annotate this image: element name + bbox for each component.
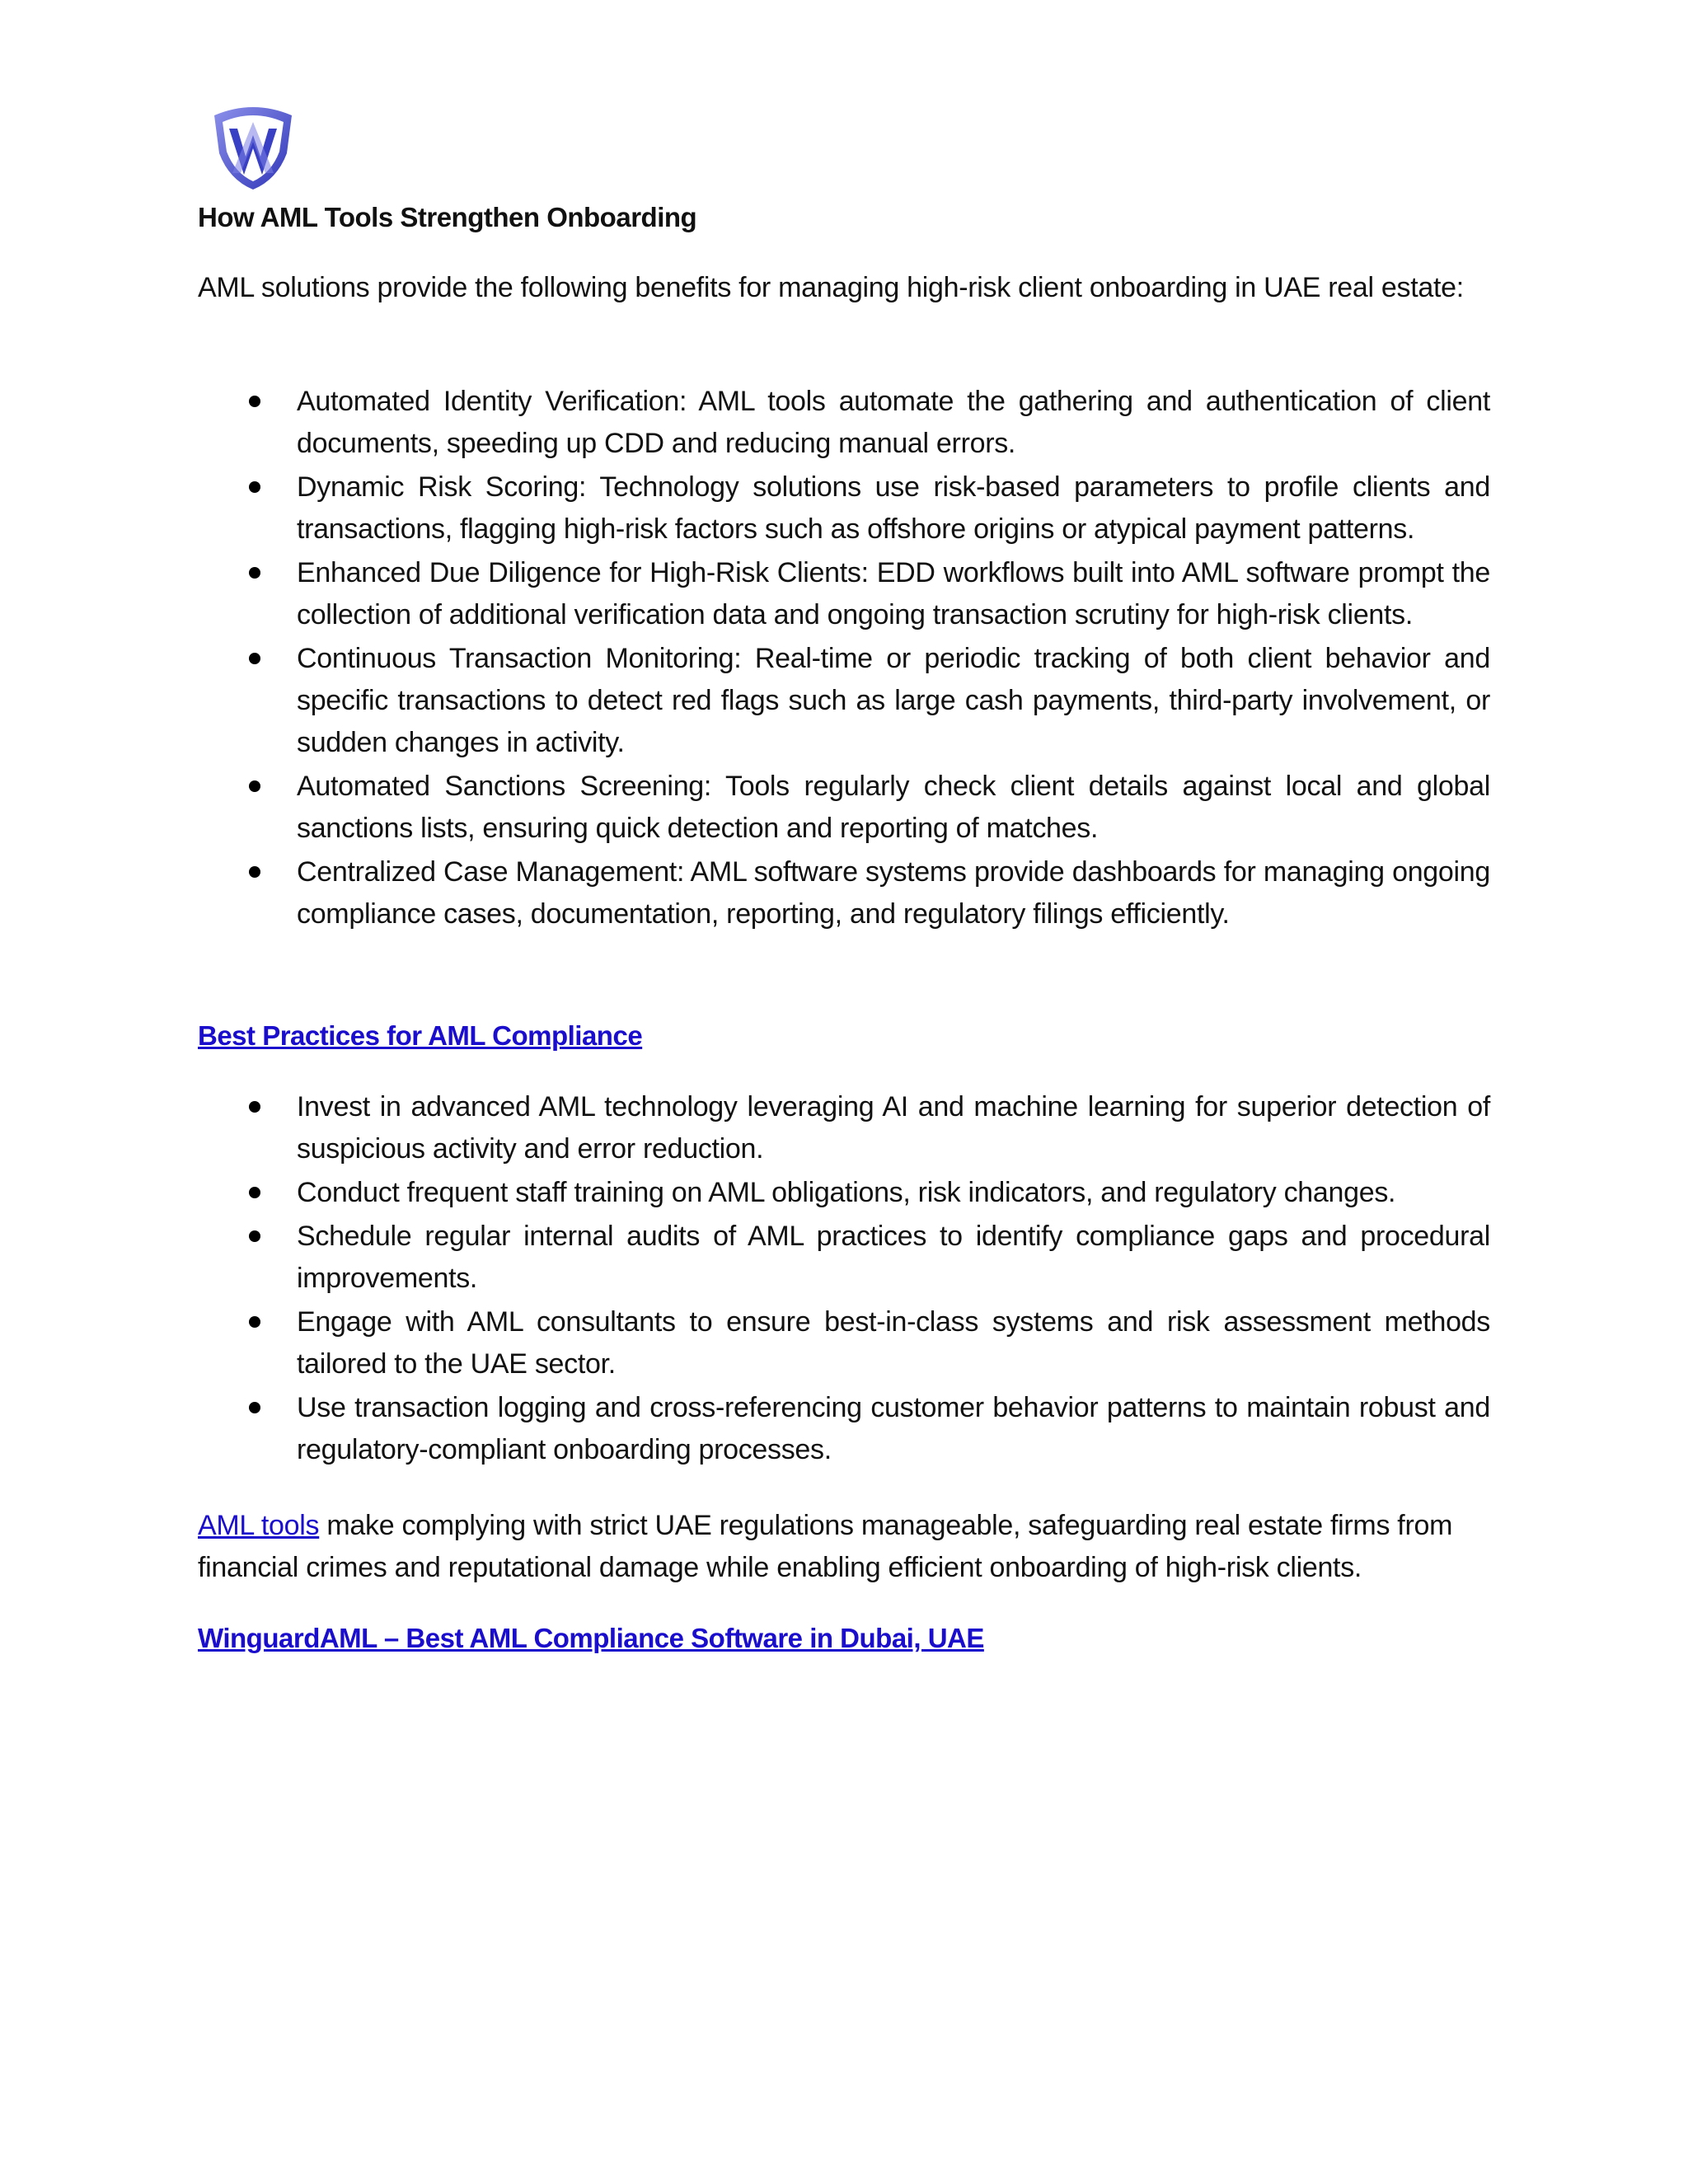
bullet-icon <box>249 653 260 664</box>
bullet-icon <box>249 1316 260 1328</box>
list-item: Automated Identity Verification: AML tools automate the gathering and authentication of client documents, speeding up CDD and reducing manual errors. <box>198 381 1490 465</box>
page-title: How AML Tools Strengthen Onboarding <box>198 202 697 232</box>
benefits-list <box>198 381 1490 937</box>
list-item: Use transaction logging and cross-referencing customer behavior patterns to maintain robust and regulatory-compliant onboarding processes. <box>198 1387 1490 1471</box>
aml-tools-link[interactable]: AML tools <box>198 1510 320 1541</box>
list-item: Engage with AML consultants to ensure best-in-class systems and risk assessment methods tailored to the UAE sector. <box>198 1301 1490 1385</box>
bullet-icon <box>249 396 260 407</box>
practices-list <box>198 1086 1490 1473</box>
list-item: Enhanced Due Diligence for High-Risk Clients: EDD workflows built into AML software prompt the collection of additional verification data and ongoing transaction scrutiny for high-risk clients. <box>198 552 1490 636</box>
bullet-icon <box>249 780 260 792</box>
bullet-icon <box>249 1101 260 1113</box>
winguard-footer-link[interactable]: WinguardAML – Best AML Compliance Software in Dubai, UAE <box>198 1623 984 1653</box>
list-item: Centralized Case Management: AML software systems provide dashboards for managing ongoing compliance cases, documentation, reporting, and regulatory filings efficiently. <box>198 851 1490 935</box>
bullet-icon <box>249 1402 260 1413</box>
list-item: Dynamic Risk Scoring: Technology solutions use risk-based parameters to profile clients and transactions, flagging high-risk factors such as offshore origins or atypical payment patterns. <box>198 466 1490 551</box>
list-item: Automated Sanctions Screening: Tools regularly check client details against local and global sanctions lists, ensuring quick detection and reporting of matches. <box>198 766 1490 850</box>
bullet-icon <box>249 567 260 579</box>
list-item: Schedule regular internal audits of AML practices to identify compliance gaps and procedural improvements. <box>198 1216 1490 1300</box>
closing-text: make complying with strict UAE regulations manageable, safeguarding real estate firms from financial crimes and reputational damage while enabling efficient onboarding of high-risk clients. <box>198 1510 1453 1583</box>
closing-paragraph <box>198 1505 1490 1589</box>
list-item: Conduct frequent staff training on AML obligations, risk indicators, and regulatory changes. <box>198 1172 1490 1214</box>
best-practices-link[interactable]: Best Practices for AML Compliance <box>198 1020 643 1051</box>
shield-w-logo-icon <box>208 104 298 193</box>
bullet-icon <box>249 481 260 493</box>
bullet-icon <box>249 866 260 878</box>
list-item: Continuous Transaction Monitoring: Real-time or periodic tracking of both client behavior and specific transactions to detect red flags such as large cash payments, third-party involvement, or sudden changes in activity. <box>198 638 1490 764</box>
bullet-icon <box>249 1187 260 1198</box>
list-item: Invest in advanced AML technology leveraging AI and machine learning for superior detection of suspicious activity and error reduction. <box>198 1086 1490 1170</box>
intro-paragraph: AML solutions provide the following benefits for managing high-risk client onboarding in UAE real estate: <box>198 272 1464 303</box>
bullet-icon <box>249 1230 260 1242</box>
